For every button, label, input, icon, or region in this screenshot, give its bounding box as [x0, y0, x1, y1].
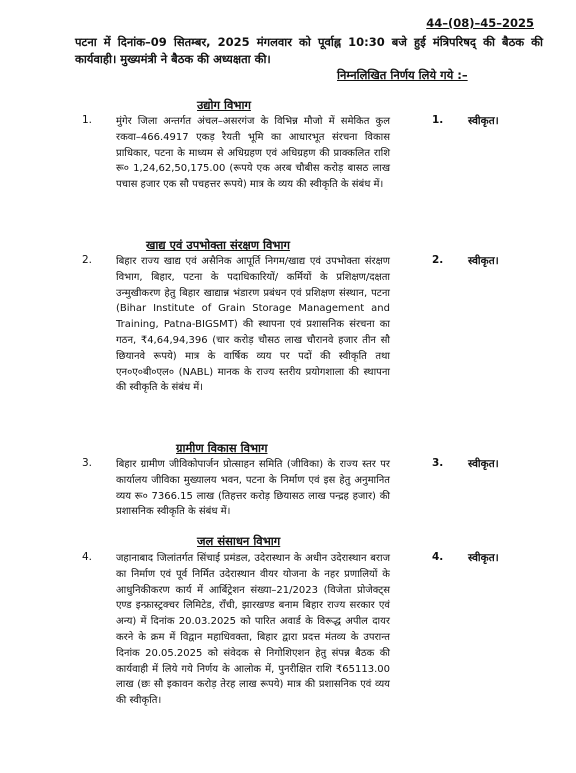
department-heading-water-resources: जल संसाधन विभाग: [197, 534, 281, 548]
item-text: बिहार राज्य खाद्य एवं असैनिक आपूर्ति निगम/खाद्य एवं उपभोक्ता संरक्षण विभाग, बिहार, पटना के पदाधिकारियों/ कर्मियों के प्रशिक्षण/दक्षता उन्मुखीकरण हेतु बिहार खाद्यान्न भंडारण प्रबंधन एवं प्रशिक्षण संस्थान, पटना (Bihar Institute of Grain Storage Management and Training, Patna-BIGSMT) की स्थापना एवं प्रशासनिक संरचना का गठन, ₹4,64,94,396 (चार करोड़ चौसठ लाख चौरानवे हजार तीन सौ छियानवे रूपये) मात्र के वार्षिक व्यय पर पदों की स्वीकृति तथा एन०ए०बी०एल० (NABL) मानक के राज्य स्तरीय प्रयोगशाला की स्थापना की स्वीकृति के संबंध में।: [116, 256, 390, 394]
decision-verdict: स्वीकृत।: [468, 458, 499, 470]
document-reference-number: 44–(08)–45–2025: [426, 16, 534, 30]
decisions-heading-text: निम्नलिखित निर्णय लिये गये :–: [337, 68, 468, 82]
decision-verdict: स्वीकृत।: [468, 115, 499, 127]
department-heading-industry: उद्योग विभाग: [197, 98, 251, 112]
decision-number: 2.: [432, 254, 444, 266]
item-number: 3.: [82, 457, 93, 469]
decisions-heading: [337, 68, 468, 83]
meeting-intro: पटना में दिनांक–09 सितम्बर, 2025 मंगलवार को पूर्वाह्न 10:30 बजे हुई मंत्रिपरिषद् की बैठक की कार्यवाही। मुख्यमंत्री ने बैठक की अध्यक्षता की।: [75, 35, 543, 66]
department-heading-food-consumer: खाद्य एवं उपभोक्ता संरक्षण विभाग: [146, 238, 290, 252]
item-number: 1.: [82, 114, 93, 126]
decision-number: 4.: [432, 551, 444, 563]
decision-verdict: स्वीकृत।: [468, 552, 499, 564]
item-text: मुंगेर जिला अन्तर्गत अंचल–असरगंज के विभिन्न मौजो में समेकित कुल रकवा–466.4917 एकड़ रैयती भूमि का आधारभूत संरचना विकास प्राधिकार, पटना के माध्यम से अधिग्रहण एवं अधिग्रहण की प्राक्कलित राशि रू० 1,24,62,50,175.00 (रूपये एक अरब चौबीस करोड़ बासठ लाख पचास हजार एक सौ पचहत्तर रूपये) मात्र के व्यय की स्वीकृति के संबंध में।: [116, 116, 390, 191]
decision-number: 3.: [432, 457, 444, 469]
department-heading-rural-development: ग्रामीण विकास विभाग: [176, 441, 268, 455]
decision-number: 1.: [432, 114, 444, 126]
item-text: बिहार ग्रामीण जीविकोपार्जन प्रोत्साहन समिति (जीविका) के राज्य स्तर पर कार्यालय जीविका मुख्यालय भवन, पटना के निर्माण एवं इस हेतु अनुमानित व्यय रू० 7366.15 लाख (तिहत्तर करोड़ छियासठ लाख पन्द्रह हजार) की प्रशासनिक स्वीकृति के संबंध में।: [116, 459, 390, 518]
decision-verdict: स्वीकृत।: [468, 255, 499, 267]
item-number: 4.: [82, 551, 93, 563]
item-text: जहानाबाद जिलांतर्गत सिंचाई प्रमंडल, उदेरास्थान के अधीन उदेरास्थान बराज का निर्माण एवं पूर्व निर्मित उदेरास्थान वीयर योजना के नहर प्रणालियों के आधुनिकीकरण कार्य में आर्बिट्रेशन संख्या–21/2023 (विजेता प्रोजेक्ट्स एण्ड इन्फ्रास्ट्रक्चर लिमिटेड, राँची, झारखण्ड बनाम बिहार राज्य सरकार एवं अन्य) में दिनांक 20.03.2025 को पारित अवार्ड के विरूद्ध अपील दायर करने के क्रम में विद्वान महाधिवक्ता, बिहार द्वारा प्रदत्त मंतव्य के उपरान्त दिनांक 20.05.2025 को संवेदक से निगोशिएशन हेतु संपन्न बैठक की कार्यवाही में लिये गये निर्णय के आलोक में, पुनरीक्षित राशि ₹65113.00 लाख (छः सौ इकावन करोड़ तेरह लाख रूपये) मात्र की प्रशासनिक एवं व्यय की स्वीकृति।: [116, 553, 390, 707]
item-number: 2.: [82, 254, 93, 266]
